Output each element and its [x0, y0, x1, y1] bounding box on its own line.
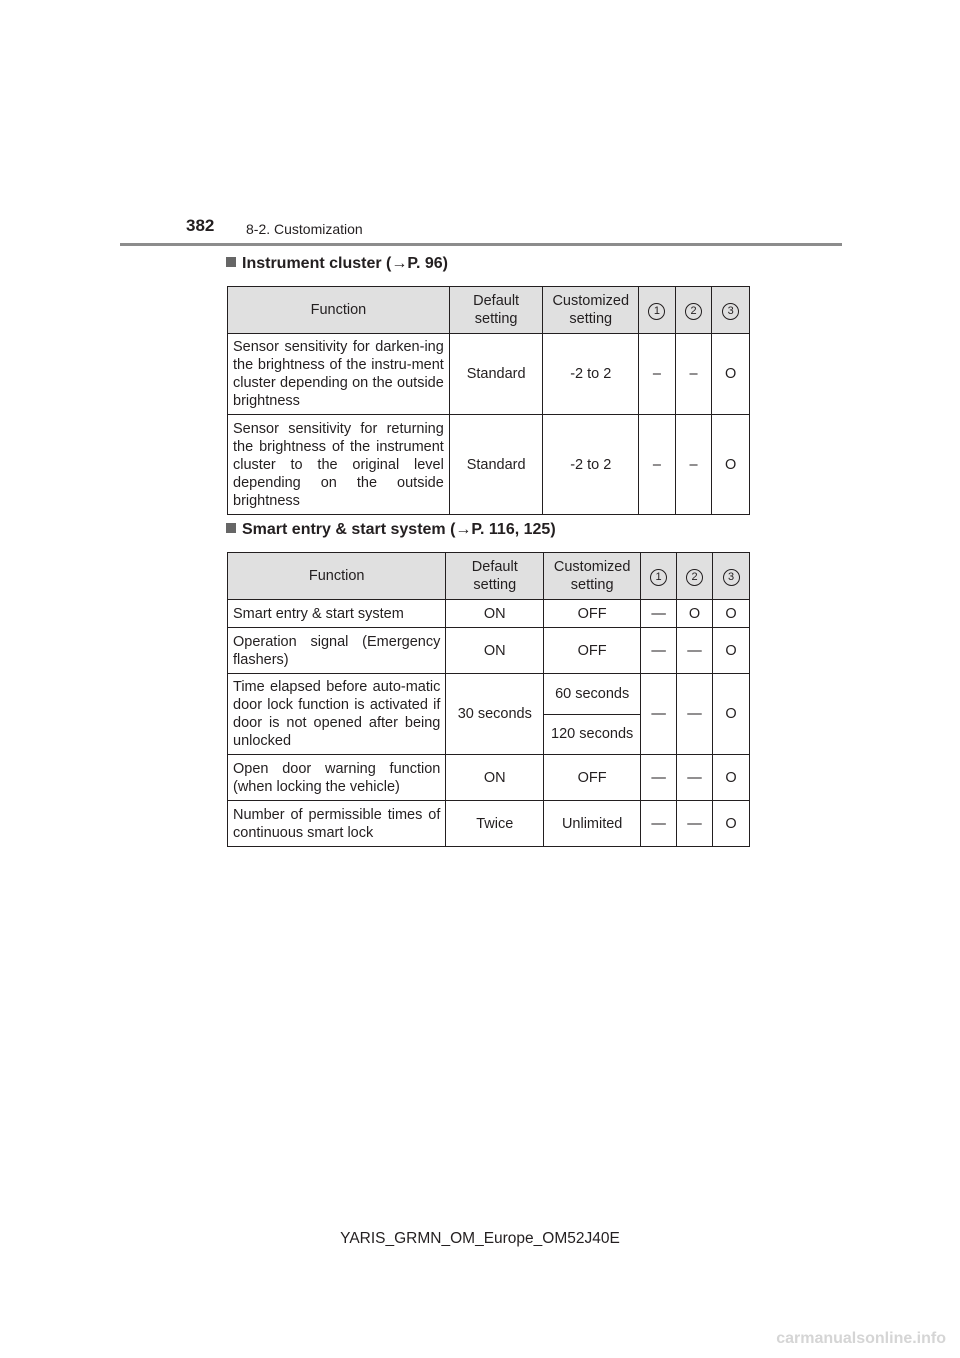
- c3-cell: O: [713, 801, 750, 847]
- circled-2-icon: 2: [686, 569, 703, 586]
- default-cell: ON: [446, 628, 544, 674]
- footer-document-id: YARIS_GRMN_OM_Europe_OM52J40E: [340, 1230, 620, 1247]
- instrument-cluster-table: [227, 286, 750, 515]
- square-bullet-icon: [226, 257, 236, 267]
- customized-cell: -2 to 2: [543, 415, 639, 515]
- c3-cell: O: [712, 334, 750, 415]
- c3-cell: O: [713, 755, 750, 801]
- function-cell: Operation signal (Emergency flashers): [228, 628, 446, 674]
- c1-cell: —: [641, 628, 677, 674]
- customized-cell: Unlimited: [544, 801, 641, 847]
- table-row: [228, 415, 750, 515]
- col-customized: Customized setting: [543, 287, 639, 334]
- table-row: [228, 334, 750, 415]
- col-2: [677, 553, 713, 600]
- function-cell: Number of permissible times of continuous smart lock: [228, 801, 446, 847]
- instrument-cluster-heading: [226, 255, 448, 273]
- customized-cell: OFF: [544, 755, 641, 801]
- function-cell: Sensor sensitivity for returning the brightness of the instrument cluster to the original level depending on the outside brightness: [228, 415, 450, 515]
- default-cell: Twice: [446, 801, 544, 847]
- c2-cell: —: [677, 755, 713, 801]
- function-cell: Time elapsed before auto-matic door lock function is activated if door is not opened after being unlocked: [228, 674, 446, 755]
- customized-cell: -2 to 2: [543, 334, 639, 415]
- c1-cell: —: [641, 755, 677, 801]
- heading-text: Instrument cluster (→P. 96): [242, 255, 448, 272]
- circled-3-icon: 3: [722, 303, 739, 320]
- c2-cell: —: [677, 628, 713, 674]
- function-cell: Smart entry & start system: [228, 600, 446, 628]
- default-cell: ON: [446, 600, 544, 628]
- c1-cell: –: [639, 415, 676, 515]
- default-cell: Standard: [449, 415, 543, 515]
- c1-cell: —: [641, 801, 677, 847]
- customized-cell: OFF: [544, 600, 641, 628]
- table-row: [228, 801, 750, 847]
- heading-text: Smart entry & start system (→P. 116, 125): [242, 521, 556, 538]
- circled-2-icon: 2: [685, 303, 702, 320]
- c2-cell: —: [677, 674, 713, 755]
- col-function: Function: [228, 287, 450, 334]
- smart-entry-table: [227, 552, 750, 847]
- table-header-row: [228, 553, 750, 600]
- c3-cell: O: [713, 628, 750, 674]
- table-row: [228, 600, 750, 628]
- c2-cell: O: [677, 600, 713, 628]
- col-function: Function: [228, 553, 446, 600]
- col-default: Default setting: [446, 553, 544, 600]
- c1-cell: —: [641, 674, 677, 755]
- c2-cell: –: [675, 334, 712, 415]
- circled-1-icon: 1: [648, 303, 665, 320]
- c3-cell: O: [713, 674, 750, 755]
- function-cell: Open door warning function (when locking the vehicle): [228, 755, 446, 801]
- col-3: [712, 287, 750, 334]
- col-1: [639, 287, 676, 334]
- c3-cell: O: [713, 600, 750, 628]
- default-cell: Standard: [449, 334, 543, 415]
- col-customized: Customized setting: [544, 553, 641, 600]
- c3-cell: O: [712, 415, 750, 515]
- col-1: [641, 553, 677, 600]
- c2-cell: —: [677, 801, 713, 847]
- default-cell: 30 seconds: [446, 674, 544, 755]
- smart-entry-heading: [226, 521, 556, 539]
- table-row: [228, 755, 750, 801]
- header-rule: [120, 243, 842, 246]
- c2-cell: –: [675, 415, 712, 515]
- table-row: [228, 628, 750, 674]
- customized-cell: OFF: [544, 628, 641, 674]
- col-3: [713, 553, 750, 600]
- col-default: Default setting: [449, 287, 543, 334]
- circled-3-icon: 3: [723, 569, 740, 586]
- default-cell: ON: [446, 755, 544, 801]
- section-title: 8-2. Customization: [246, 221, 363, 237]
- watermark: carmanualsonline.info: [776, 1330, 946, 1347]
- c1-cell: –: [639, 334, 676, 415]
- c1-cell: —: [641, 600, 677, 628]
- square-bullet-icon: [226, 523, 236, 533]
- col-2: [675, 287, 712, 334]
- function-cell: Sensor sensitivity for darken-ing the brightness of the instru-ment cluster depending on the outside brightness: [228, 334, 450, 415]
- circled-1-icon: 1: [650, 569, 667, 586]
- customized-cell: 120 seconds: [544, 714, 641, 755]
- page-number: 382: [186, 216, 215, 235]
- table-row: [228, 674, 750, 715]
- table-header-row: [228, 287, 750, 334]
- customized-cell: 60 seconds: [544, 674, 641, 715]
